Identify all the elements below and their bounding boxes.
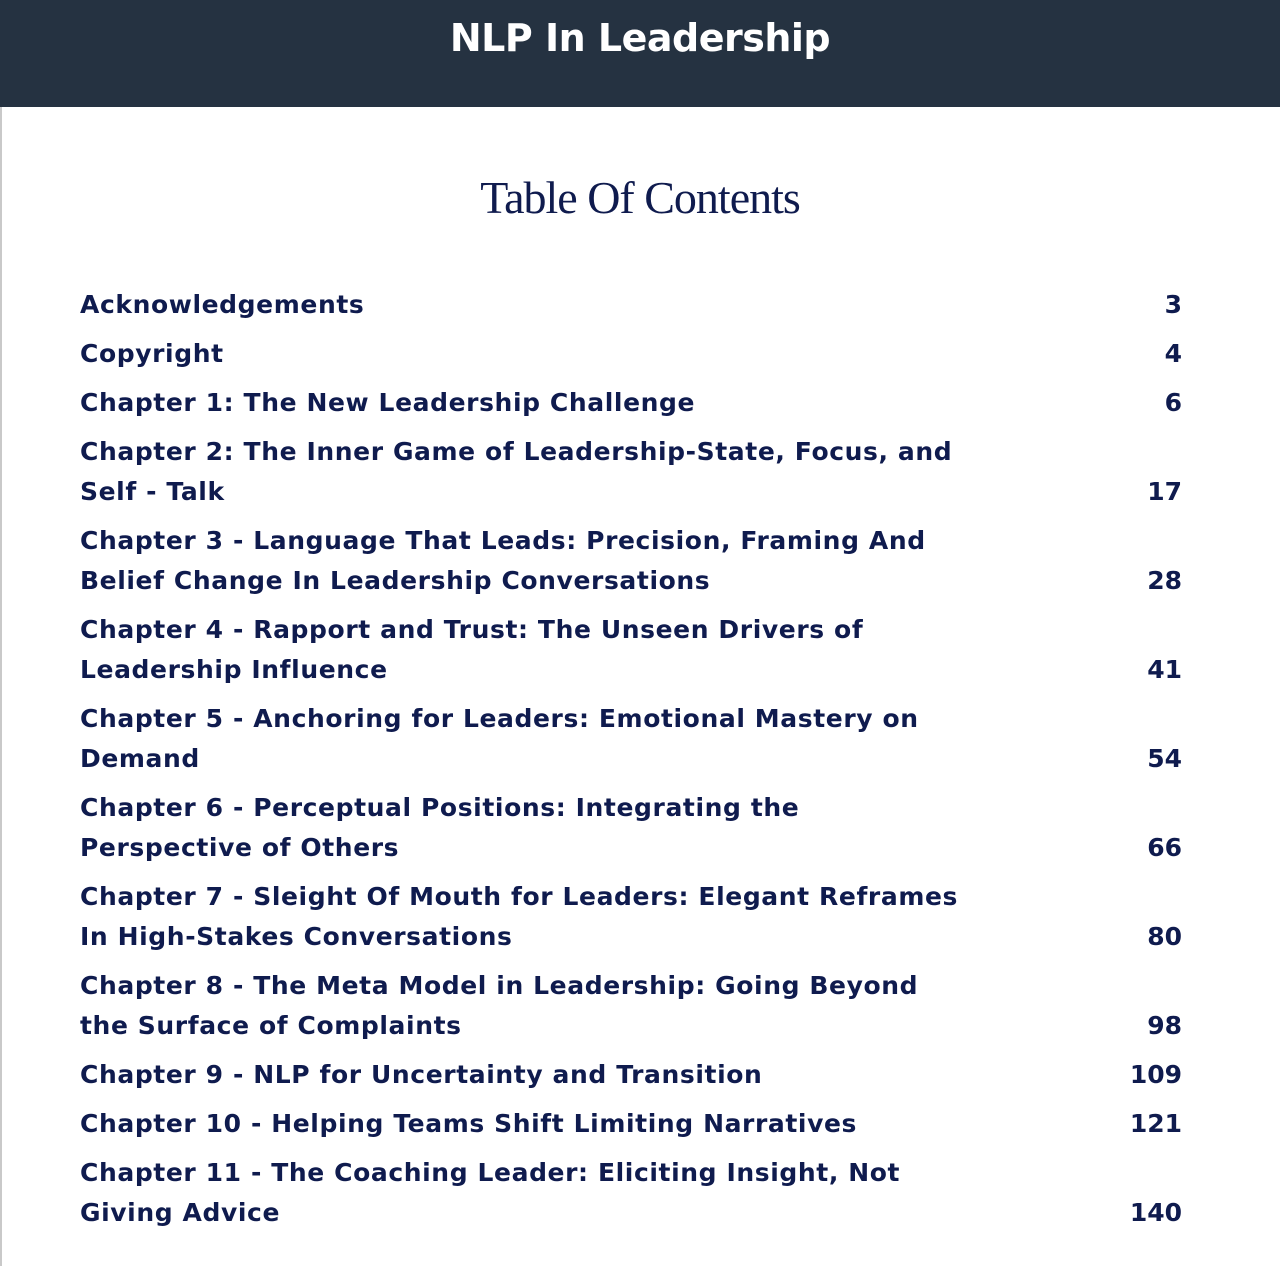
toc-entry-acknowledgements[interactable] bbox=[80, 285, 1182, 325]
toc-entry-page[interactable]: 80 bbox=[1147, 922, 1182, 951]
toc-entry-title[interactable]: Chapter 10 - Helping Teams Shift Limiting Narratives bbox=[80, 1109, 858, 1138]
toc-entry-title[interactable]: Chapter 3 - Language That Leads: Precision, Framing And Belief Change In Leadership Conversations bbox=[80, 526, 926, 595]
toc-entry-chapter-6[interactable] bbox=[80, 788, 1182, 868]
toc-entry-chapter-4[interactable] bbox=[80, 610, 1182, 690]
toc-entry-chapter-10[interactable] bbox=[80, 1104, 1182, 1144]
toc-entry-title[interactable]: Chapter 9 - NLP for Uncertainty and Transition bbox=[80, 1060, 763, 1089]
toc-entry-page[interactable]: 121 bbox=[1129, 1109, 1182, 1138]
toc-entry-chapter-8[interactable] bbox=[80, 966, 1182, 1046]
toc-entry-page[interactable]: 41 bbox=[1147, 655, 1182, 684]
toc-entry-page[interactable]: 3 bbox=[1164, 290, 1182, 319]
toc-entry-page[interactable]: 4 bbox=[1164, 339, 1182, 368]
toc-entry-chapter-2[interactable] bbox=[80, 432, 1182, 512]
toc-entry-page[interactable]: 140 bbox=[1129, 1198, 1182, 1227]
toc-entry-title[interactable]: Chapter 1: The New Leadership Challenge bbox=[80, 388, 696, 417]
toc-entry-title[interactable]: Chapter 11 - The Coaching Leader: Eliciting Insight, Not Giving Advice bbox=[80, 1158, 901, 1227]
toc-entry-title[interactable]: Chapter 2: The Inner Game of Leadership-State, Focus, and Self - Talk bbox=[80, 437, 953, 506]
toc-entry-chapter-7[interactable] bbox=[80, 877, 1182, 957]
toc-entry-title[interactable]: Chapter 8 - The Meta Model in Leadership: Going Beyond the Surface of Complaints bbox=[80, 971, 919, 1040]
toc-entry-chapter-5[interactable] bbox=[80, 699, 1182, 779]
toc-entry-chapter-1[interactable] bbox=[80, 383, 1182, 423]
toc-entry-title[interactable]: Acknowledgements bbox=[80, 290, 365, 319]
toc-entry-title[interactable]: Chapter 5 - Anchoring for Leaders: Emotional Mastery on Demand bbox=[80, 704, 919, 773]
toc-entry-title[interactable]: Chapter 4 - Rapport and Trust: The Unseen Drivers of Leadership Influence bbox=[80, 615, 864, 684]
header-bar bbox=[0, 0, 1280, 107]
book-title: NLP In Leadership bbox=[449, 16, 831, 60]
toc-entry-page[interactable]: 66 bbox=[1147, 833, 1182, 862]
toc-entry-title[interactable]: Chapter 7 - Sleight Of Mouth for Leaders: Elegant Reframes In High-Stakes Conversations bbox=[80, 882, 959, 951]
toc-entry-page[interactable]: 17 bbox=[1147, 477, 1182, 506]
toc-heading: Table Of Contents bbox=[480, 172, 800, 223]
toc-entry-title[interactable]: Copyright bbox=[80, 339, 224, 368]
toc-entry-chapter-11[interactable] bbox=[80, 1153, 1182, 1233]
toc-entry-title[interactable]: Chapter 6 - Perceptual Positions: Integrating the Perspective of Others bbox=[80, 793, 800, 862]
toc-entry-copyright[interactable] bbox=[80, 334, 1182, 374]
toc-entry-page[interactable]: 28 bbox=[1147, 566, 1182, 595]
toc-entry-page[interactable]: 6 bbox=[1164, 388, 1182, 417]
toc-entry-chapter-3[interactable] bbox=[80, 521, 1182, 601]
toc-entry-page[interactable]: 109 bbox=[1129, 1060, 1182, 1089]
toc-entry-page[interactable]: 98 bbox=[1147, 1011, 1182, 1040]
toc-entry-chapter-9[interactable] bbox=[80, 1055, 1182, 1095]
toc-entry-page[interactable]: 54 bbox=[1147, 744, 1182, 773]
page-edge-divider bbox=[0, 107, 2, 1266]
toc-list bbox=[80, 285, 1182, 1242]
